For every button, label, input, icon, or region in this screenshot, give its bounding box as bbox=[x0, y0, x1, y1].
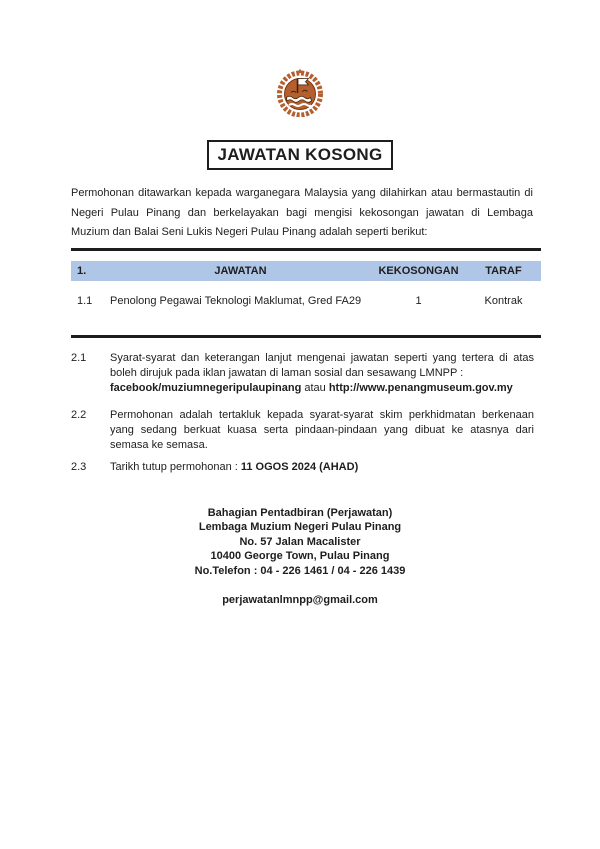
header-cell-taraf: TARAF bbox=[485, 264, 522, 277]
table-top-rule bbox=[71, 248, 541, 251]
intro-line: Muzium dan Balai Seni Lukis Negeri Pulau Pinang adalah seperti berikut: bbox=[71, 226, 428, 238]
facebook-handle-text: facebook/muziumnegeripulaupinang bbox=[110, 381, 302, 394]
clause-line: boleh dirujuk pada iklan jawatan di laman sosial dan sesawang LMNPP : bbox=[110, 366, 464, 379]
table-bottom-rule bbox=[71, 335, 541, 338]
row-cell-jawatan: Penolong Pegawai Teknologi Maklumat, Gred FA29 bbox=[110, 294, 362, 307]
header-cell-kekosongan: KEKOSONGAN bbox=[378, 264, 459, 277]
address-line: No. 57 Jalan Macalister bbox=[239, 535, 361, 548]
website-url-text: http://www.penangmuseum.gov.my bbox=[328, 381, 513, 394]
address-line: 10400 George Town, Pulau Pinang bbox=[210, 550, 390, 562]
museum-emblem-icon bbox=[276, 67, 324, 117]
clause-number: 2.3 bbox=[71, 460, 87, 473]
page-title: JAWATAN KOSONG bbox=[217, 145, 383, 164]
row-cell-taraf: Kontrak bbox=[484, 294, 523, 307]
clause-number: 2.2 bbox=[71, 408, 87, 421]
clause-number: 2.1 bbox=[71, 351, 87, 364]
address-line: Lembaga Muzium Negeri Pulau Pinang bbox=[198, 521, 402, 533]
clause-2-3 bbox=[71, 460, 600, 475]
intro-paragraph bbox=[71, 184, 533, 243]
clause-2-1 bbox=[71, 351, 600, 396]
table-row bbox=[71, 294, 541, 309]
intro-line: Negeri Pulau Pinang dan berkelayakan bagi mengisi kekosongan jawatan di Lembaga bbox=[71, 206, 533, 219]
closing-date-label: Tarikh tutup permohonan : bbox=[110, 460, 241, 473]
title-box bbox=[207, 140, 393, 170]
clause-line bbox=[110, 381, 534, 396]
address-line: Bahagian Pentadbiran (Perjawatan) bbox=[207, 506, 393, 519]
address-line-phone: No.Telefon : 04 - 226 1461 / 04 - 226 1439 bbox=[194, 564, 406, 577]
separator-text: atau bbox=[301, 381, 329, 394]
row-cell-kekosongan: 1 bbox=[415, 294, 422, 307]
row-cell-number: 1.1 bbox=[77, 294, 93, 307]
header-cell-jawatan: JAWATAN bbox=[214, 264, 267, 277]
intro-line: Permohonan ditawarkan kepada warganegara Malaysia yang dilahirkan atau bermastautin di bbox=[71, 187, 533, 199]
closing-date-value: 11 OGOS 2024 (AHAD) bbox=[240, 460, 359, 473]
contact-email: perjawatanlmnpp@gmail.com bbox=[222, 594, 378, 606]
clause-line: Permohonan adalah tertakluk kepada syarat-syarat skim perkhidmatan berkenaan bbox=[110, 408, 534, 421]
clause-line: semasa ke semasa. bbox=[110, 438, 208, 451]
clause-line: yang sedang berkuat kuasa serta pindaan-pindaan yang dibuat ke atasnya dari bbox=[110, 423, 534, 436]
logo-container bbox=[0, 0, 600, 120]
contact-address-block bbox=[0, 506, 600, 579]
clause-line: Syarat-syarat dan keterangan lanjut mengenai jawatan seperti yang tertera di atas bbox=[110, 351, 534, 364]
clause-2-2 bbox=[71, 408, 600, 453]
clause-body bbox=[110, 460, 534, 475]
table-header-row bbox=[71, 261, 541, 281]
clause-body bbox=[110, 408, 534, 453]
clause-body bbox=[110, 351, 534, 396]
header-cell-number: 1. bbox=[77, 264, 87, 277]
